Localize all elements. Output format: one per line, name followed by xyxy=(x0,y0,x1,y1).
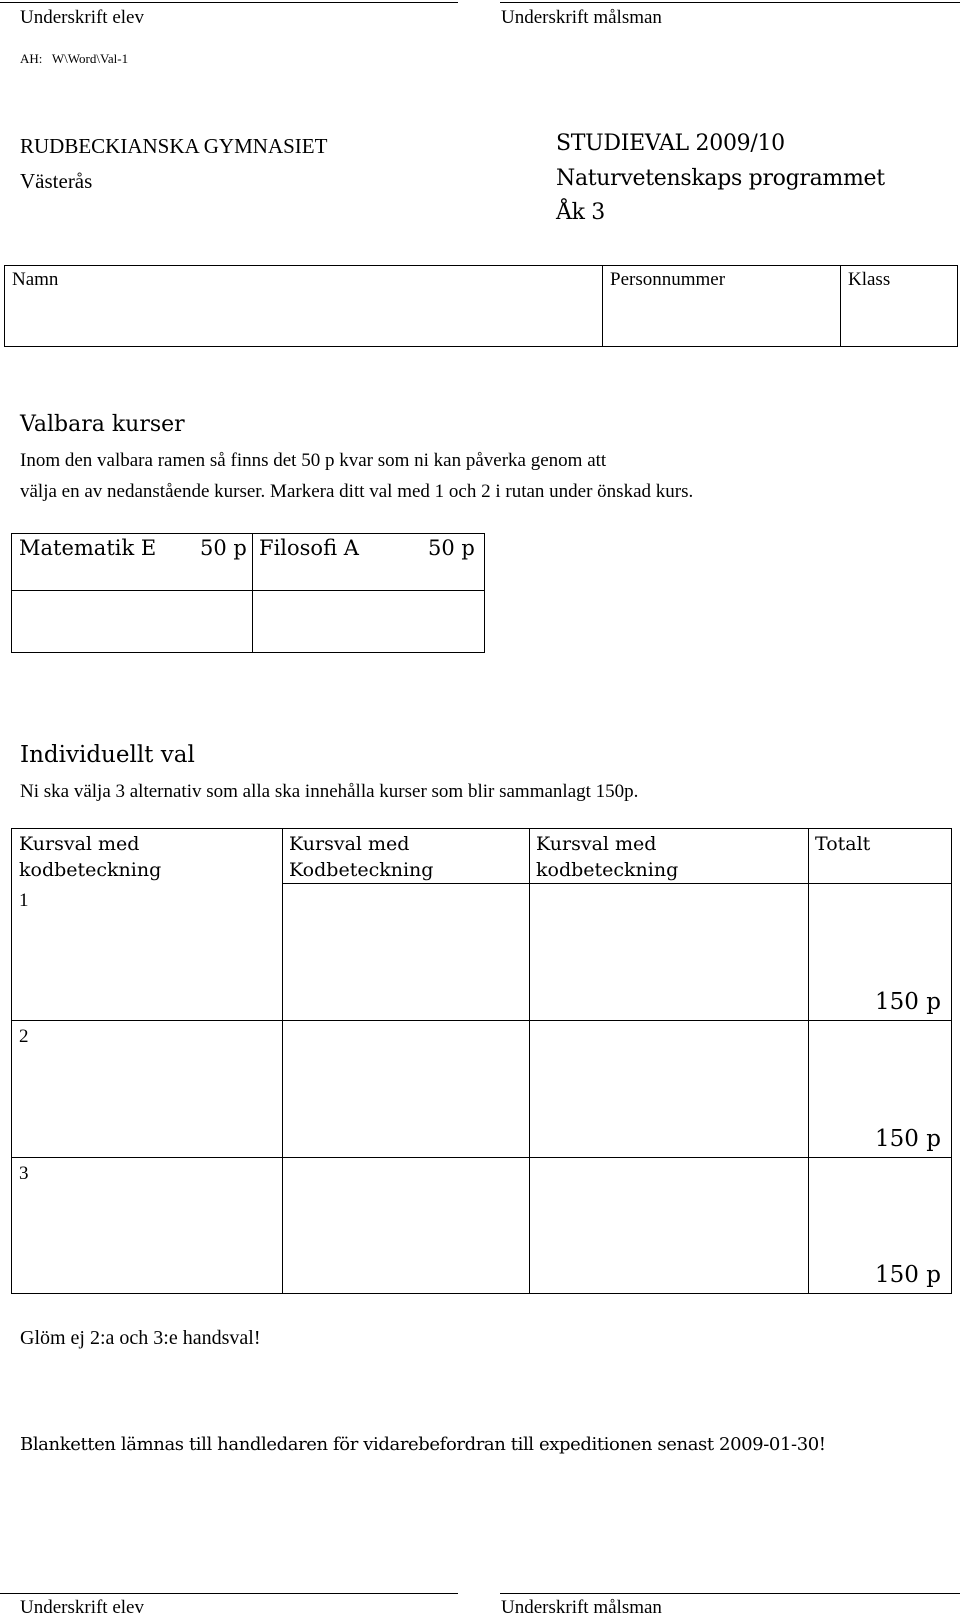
choice-3-course-2[interactable] xyxy=(285,1160,527,1290)
class-field-label: Klass xyxy=(848,269,891,290)
row-total-2: 150 p xyxy=(875,1126,941,1152)
row-number-2: 2 xyxy=(19,1026,29,1047)
electives-heading: Valbara kurser xyxy=(20,412,185,437)
choice-3-course-3[interactable] xyxy=(532,1160,806,1290)
row-number-1: 1 xyxy=(19,890,29,911)
reminder-text: Glöm ej 2:a och 3:e handsval! xyxy=(20,1327,261,1349)
individual-choice-table xyxy=(11,828,952,1294)
choice-1-course-1[interactable] xyxy=(14,916,280,1018)
individual-description: Ni ska välja 3 alternativ som alla ska innehålla kurser som blir sammanlagt 150p. xyxy=(20,781,639,802)
choice-1-course-3[interactable] xyxy=(532,886,806,1018)
choice-2-course-1[interactable] xyxy=(14,1053,280,1155)
signature-label-student-top: Underskrift elev xyxy=(20,7,144,28)
plan-year: Åk 3 xyxy=(556,200,606,225)
column-header-2-line1: Kursval med xyxy=(289,833,410,855)
electives-table xyxy=(11,533,485,653)
column-header-1-line2: kodbeteckning xyxy=(19,859,162,881)
signature-label-guardian-bottom: Underskrift målsman xyxy=(501,1597,662,1618)
plan-title: STUDIEVAL 2009/10 xyxy=(556,131,785,156)
choice-box-filosofi-a[interactable] xyxy=(255,592,482,650)
signature-line-bottom-guardian[interactable] xyxy=(500,1593,960,1594)
choice-3-course-1[interactable] xyxy=(14,1190,280,1290)
school-name: RUDBECKIANSKA GYMNASIET xyxy=(20,134,328,158)
electives-description-line2: välja en av nedanstående kurser. Markera ditt val med 1 och 2 i rutan under önskad kurs. xyxy=(20,481,694,502)
choice-box-matematik-e[interactable] xyxy=(14,592,250,650)
course-matematik-e-name: Matematik E xyxy=(19,536,157,560)
deadline-text: Blanketten lämnas till handledaren för vidarebefordran till expeditionen senast 2009-01-30! xyxy=(20,1434,826,1455)
individual-heading: Individuellt val xyxy=(20,742,195,768)
name-field[interactable] xyxy=(7,292,599,344)
electives-description-line1: Inom den valbara ramen så finns det 50 p kvar som ni kan påverka genom att xyxy=(20,450,607,471)
column-header-total: Totalt xyxy=(815,833,871,855)
column-header-3-line2: kodbeteckning xyxy=(536,859,679,881)
course-matematik-e-points: 50 p xyxy=(200,536,247,560)
signature-line-top-student xyxy=(0,2,458,3)
choice-2-course-3[interactable] xyxy=(532,1023,806,1155)
row-total-3: 150 p xyxy=(875,1262,941,1288)
course-filosofi-a-name: Filosofi A xyxy=(259,536,359,560)
column-header-2-line2: Kodbeteckning xyxy=(289,859,434,881)
choice-1-course-2[interactable] xyxy=(285,886,527,1018)
signature-label-guardian-top: Underskrift målsman xyxy=(501,7,662,28)
column-header-1-line1: Kursval med xyxy=(19,833,140,855)
personal-info-box xyxy=(4,265,958,347)
column-header-3-line1: Kursval med xyxy=(536,833,657,855)
personal-number-field-label: Personnummer xyxy=(610,269,726,290)
plan-program: Naturvetenskaps programmet xyxy=(556,166,885,191)
class-field[interactable] xyxy=(843,292,953,344)
file-path: AH: W\Word\Val-1 xyxy=(20,51,129,66)
choice-2-course-2[interactable] xyxy=(285,1023,527,1155)
course-filosofi-a-points: 50 p xyxy=(428,536,475,560)
signature-label-student-bottom: Underskrift elev xyxy=(20,1597,144,1618)
row-total-1: 150 p xyxy=(875,989,941,1015)
signature-line-bottom-student[interactable] xyxy=(0,1593,458,1594)
row-number-3: 3 xyxy=(19,1163,29,1184)
signature-line-top-guardian xyxy=(500,2,960,3)
personal-number-field[interactable] xyxy=(605,292,837,344)
name-field-label: Namn xyxy=(12,269,59,290)
school-city: Västerås xyxy=(20,169,93,193)
